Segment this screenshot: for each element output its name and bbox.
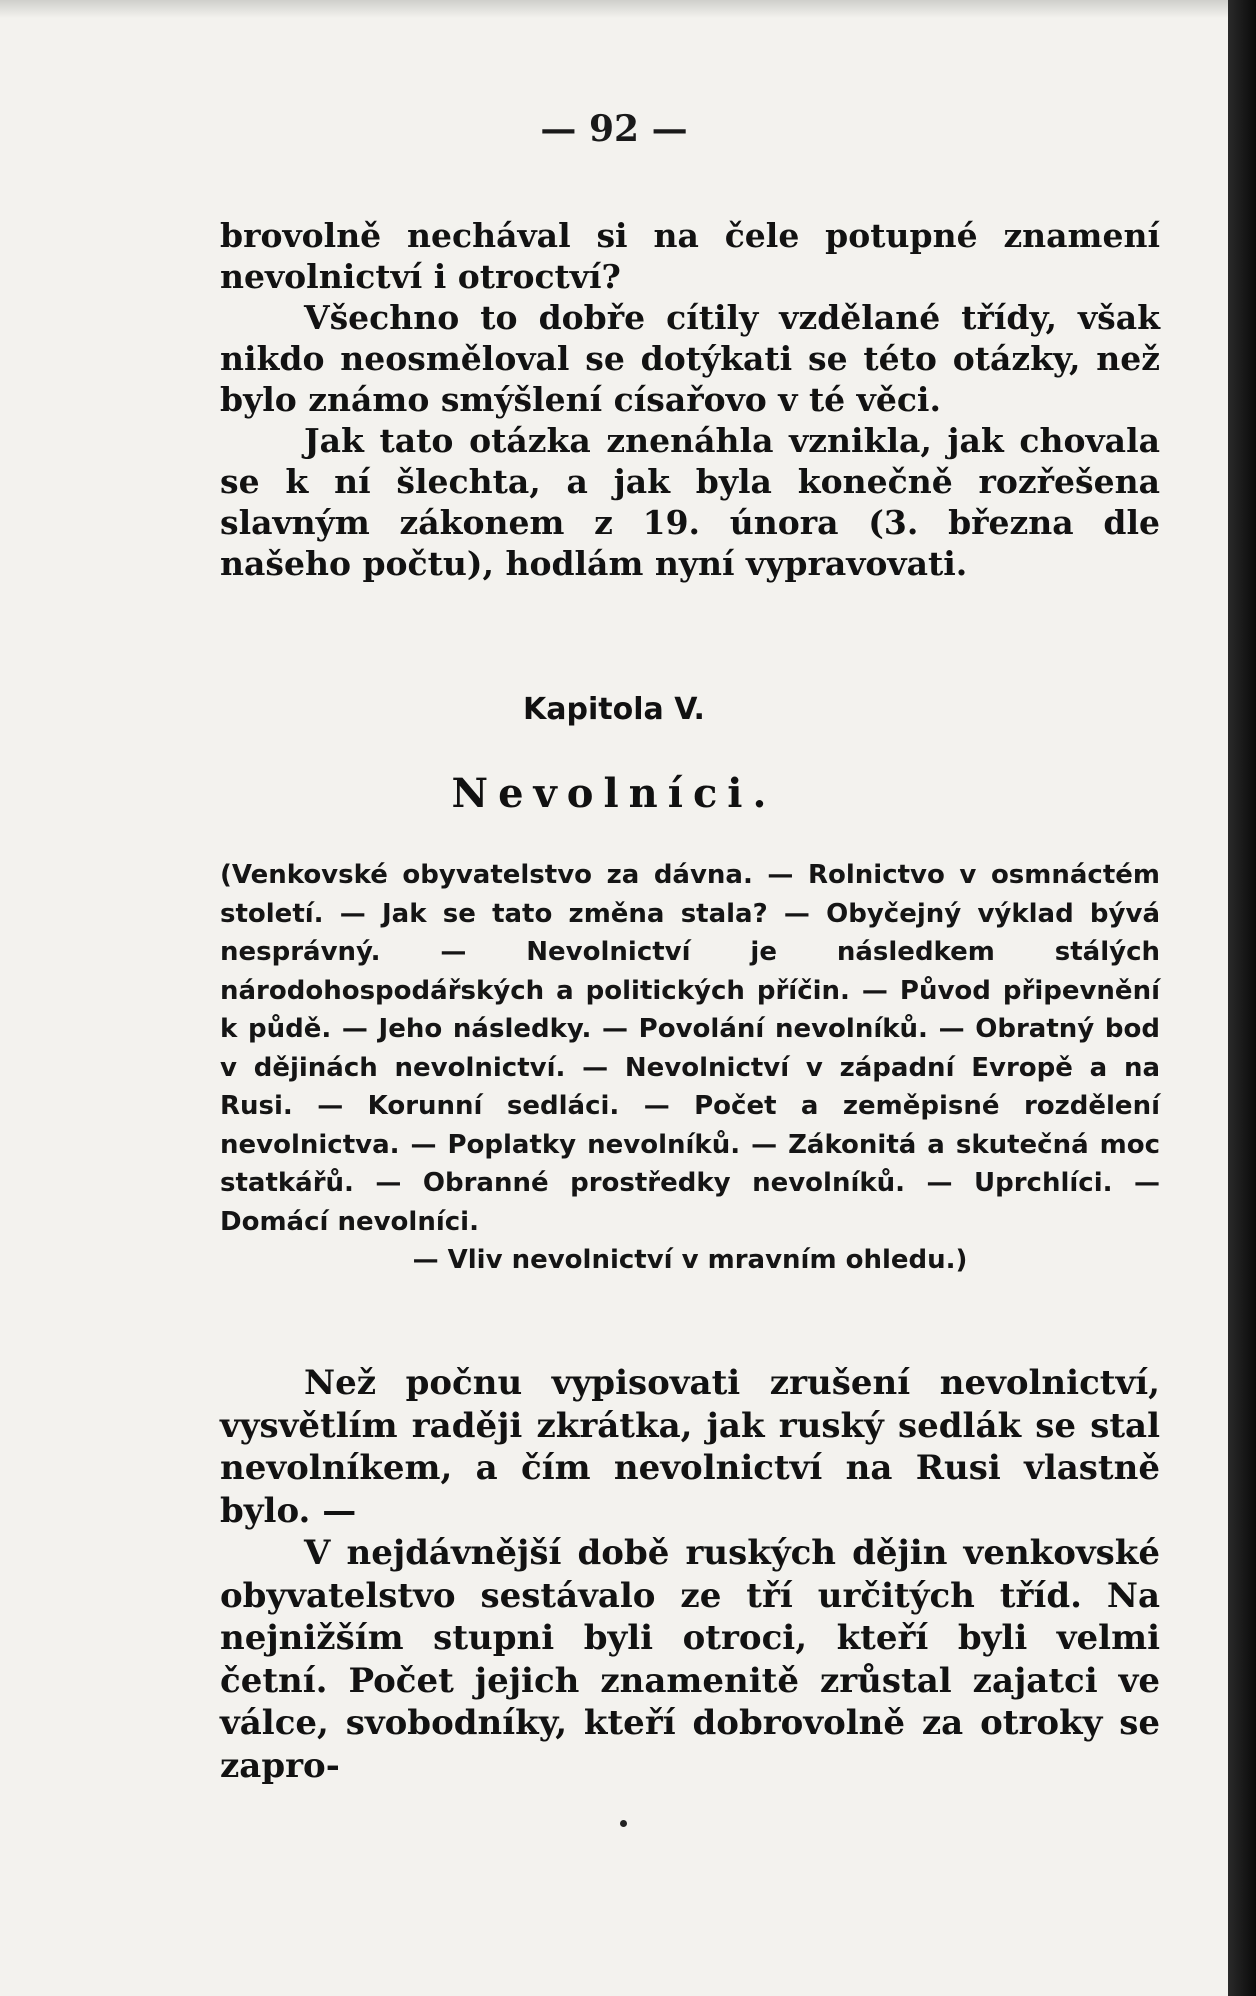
chapter-summary — [220, 856, 1160, 1280]
intro-paragraph-1: brovolně nechával si na čele potupné znamení nevolnictví i otroctví? — [220, 216, 1160, 296]
chapter-heading: Kapitola V. — [523, 692, 705, 727]
chapter-summary-end: — Vliv nevolnictví v mravním ohledu.) — [412, 1245, 968, 1275]
intro-paragraph-3: Jak tato otázka znenáhla vznikla, jak chovala se k ní šlechta, a jak byla konečně rozřešena slavným zákonem z 19. února (3. března dle našeho počtu), hodlám nyní vypravovati. — [220, 421, 1160, 583]
print-dot — [620, 1820, 627, 1827]
intro-paragraph-2: Všechno to dobře cítily vzdělané třídy, však nikdo neosměloval se dotýkati se této otázky, než bylo známo smýšlení císařovo v té věci. — [220, 298, 1160, 419]
body-paragraph-2: V nejdávnější době ruských dějin venkovské obyvatelstvo sestávalo ze tří určitých tříd. Na nejnižším stupni byli otroci, kteří byli velmi četní. Počet jejich znamenitě zrůstal zajatci ve válce, svobodníky, kteří dobrovolně za otroky se zapro- — [220, 1533, 1160, 1786]
chapter-summary-text: (Venkovské obyvatelstvo za dávna. — Rolnictvo v osmnáctém století. — Jak se tato změna stala? — Obyčejný výklad bývá nesprávný. — Nevolnictví je následkem stálých národohospodářských a politických příčin. — Původ připevnění k půdě. — Jeho následky. — Povolání nevolníků. — Obratný bod v dějinách nevolnictví. — Nevolnictví v západní Evropě a na Rusi. — Korunní sedláci. — Počet a zeměpisné rozdělení nevolnictva. — Poplatky nevolníků. — Zákonitá a skutečná moc statkářů. — Obranné prostředky nevolníků. — Uprchlíci. — Domácí nevolníci. — [220, 860, 1160, 1237]
intro-text — [220, 215, 1160, 584]
page-top-edge — [0, 0, 1228, 18]
chapter-title: Nevolníci. — [451, 770, 777, 817]
body-paragraph-1: Než počnu vypisovati zrušení nevolnictví, vysvětlím raději zkrátka, jak ruský sedlák se stal nevolníkem, a čím nevolnictví na Rusi vlastně bylo. — — [220, 1363, 1160, 1531]
body-text — [220, 1362, 1160, 1787]
page-number: — 92 — — [540, 108, 688, 150]
page-right-edge — [1228, 0, 1256, 1996]
